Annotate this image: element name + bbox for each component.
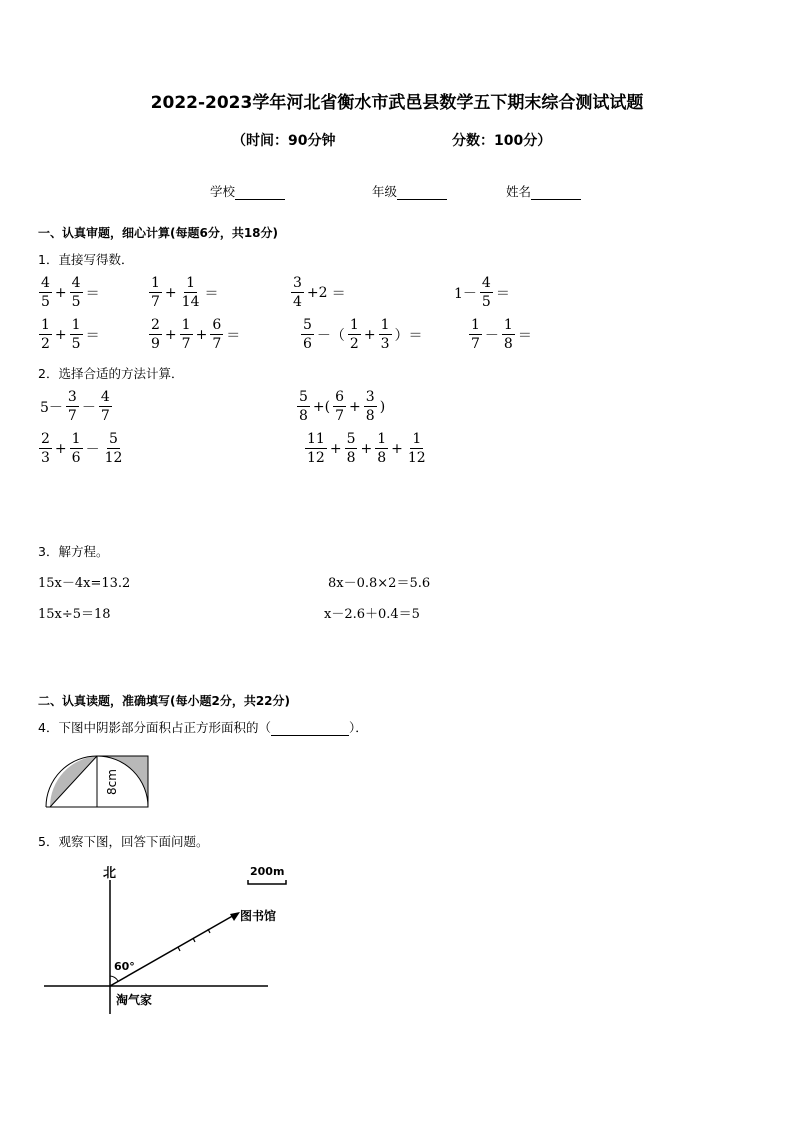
- q1-expr-r1c: $\frac{3}{4}$ +2 ＝: [293, 275, 346, 310]
- question-2-title: 2．选择合适的方法计算．: [38, 366, 184, 381]
- scale-bar: [248, 880, 286, 884]
- fraction: $\frac{1}{14}$: [181, 275, 200, 310]
- q2-expr-d: $\frac{11}{12}$ + $\frac{5}{8}$ + $\frac{1}{8}$ + $\frac{1}{12}$: [307, 431, 426, 466]
- home-label: 淘气家: [116, 993, 153, 1007]
- q2-expr-c: $\frac{2}{3}$ + $\frac{1}{6}$ － $\frac{5}{12}$: [41, 431, 123, 466]
- arrow-head-icon: [230, 912, 240, 921]
- grade-blank: [397, 187, 447, 200]
- fraction: $\frac{5}{12}$: [104, 431, 123, 466]
- grade-field: [372, 182, 447, 200]
- answer-blank: [271, 723, 349, 736]
- fraction: $\frac{5}{8}$: [346, 431, 356, 466]
- fraction: $\frac{1}{12}$: [407, 431, 426, 466]
- equation-1: 15x－4x=13.2: [38, 576, 131, 591]
- equation-2: 8x－0.8×2＝5.6: [328, 576, 431, 591]
- fraction: $\frac{6}{7}$: [212, 317, 222, 352]
- q2-expr-a: 5－ $\frac{3}{7}$ － $\frac{4}{7}$: [40, 389, 110, 424]
- section-1-heading: 一、认真审题，细心计算(每题6分，共18分): [38, 226, 279, 240]
- question-5-title: 5．观察下图，回答下面问题。: [38, 834, 209, 849]
- library-label: 图书馆: [240, 909, 277, 923]
- q1-expr-r2b: $\frac{2}{9}$ + $\frac{1}{7}$ + $\frac{6}{7}$ ＝: [151, 317, 241, 352]
- fraction: $\frac{4}{5}$: [71, 275, 81, 310]
- q1-expr-r2c: $\frac{5}{6}$ －（ $\frac{1}{2}$ + $\frac{1}{3}$ ）＝: [303, 317, 423, 352]
- score-label: 分数：100分）: [452, 133, 552, 149]
- fraction: $\frac{5}{8}$: [299, 389, 308, 424]
- fraction: $\frac{1}{7}$: [151, 275, 160, 310]
- shaded-square-figure: [44, 752, 156, 812]
- fraction: $\frac{1}{5}$: [71, 317, 81, 352]
- q1-expr-r1d: 1－ $\frac{4}{5}$ ＝: [454, 275, 510, 310]
- distance-tick: [178, 947, 180, 951]
- section-2-heading: 二、认真读题，准确填写(每小题2分，共22分): [38, 694, 291, 708]
- fraction: $\frac{3}{7}$: [67, 389, 77, 424]
- library-direction-ray: [110, 914, 236, 986]
- q1-expr-r2d: $\frac{1}{7}$ － $\frac{1}{8}$ ＝: [471, 317, 532, 352]
- page-title: 2022-2023学年河北省衡水市武邑县数学五下期末综合测试试题: [150, 93, 644, 113]
- fraction: $\frac{1}{8}$: [377, 431, 387, 466]
- school-field: [210, 182, 285, 200]
- school-label: 学校: [210, 184, 236, 199]
- angle-label: 60°: [114, 960, 135, 973]
- fraction: $\frac{4}{5}$: [41, 275, 50, 310]
- q1-expr-r2a: $\frac{1}{2}$ + $\frac{1}{5}$ ＝: [41, 317, 100, 352]
- equation-4: x－2.6＋0.4＝5: [324, 607, 420, 622]
- fraction: $\frac{1}{2}$: [349, 317, 359, 352]
- fraction: $\frac{3}{4}$: [293, 275, 302, 310]
- scale-label: 200m: [250, 865, 285, 878]
- name-label: 姓名: [506, 184, 532, 199]
- time-label: （时间：90分钟: [232, 133, 336, 149]
- north-label: 北: [103, 866, 117, 881]
- fraction: $\frac{1}{6}$: [71, 431, 81, 466]
- fraction: $\frac{4}{5}$: [481, 275, 491, 310]
- side-length-label: 8cm: [105, 769, 119, 795]
- fraction: $\frac{1}{2}$: [41, 317, 50, 352]
- school-blank: [235, 187, 285, 200]
- grade-label: 年级: [372, 184, 398, 199]
- equation-3: 15x÷5＝18: [38, 607, 111, 622]
- question-4-text: 4．下图中阴影部分面积占正方形面积的（ ）．: [38, 720, 368, 735]
- fraction: $\frac{1}{7}$: [181, 317, 191, 352]
- fraction: $\frac{6}{7}$: [335, 389, 345, 424]
- fraction: $\frac{4}{7}$: [100, 389, 110, 424]
- fraction: $\frac{1}{7}$: [471, 317, 480, 352]
- fraction: $\frac{5}{6}$: [303, 317, 312, 352]
- fraction: $\frac{1}{8}$: [503, 317, 513, 352]
- fraction: $\frac{11}{12}$: [307, 431, 325, 466]
- fraction: $\frac{2}{3}$: [41, 431, 50, 466]
- name-field: [506, 182, 581, 200]
- direction-map: [40, 858, 300, 1018]
- q1-expr-r1a: $\frac{4}{5}$ + $\frac{4}{5}$ ＝: [41, 275, 100, 310]
- fraction: $\frac{2}{9}$: [151, 317, 160, 352]
- fraction: $\frac{1}{3}$: [380, 317, 390, 352]
- question-1-title: 1．直接写得数．: [38, 252, 134, 267]
- q2-expr-b: $\frac{5}{8}$ +( $\frac{6}{7}$ + $\frac{3}{8}$ ): [299, 389, 386, 424]
- question-3-title: 3．解方程。: [38, 544, 109, 559]
- name-blank: [531, 187, 581, 200]
- fraction: $\frac{3}{8}$: [365, 389, 375, 424]
- q1-expr-r1b: $\frac{1}{7}$ + $\frac{1}{14}$ ＝: [151, 275, 219, 310]
- angle-arc: [110, 976, 118, 981]
